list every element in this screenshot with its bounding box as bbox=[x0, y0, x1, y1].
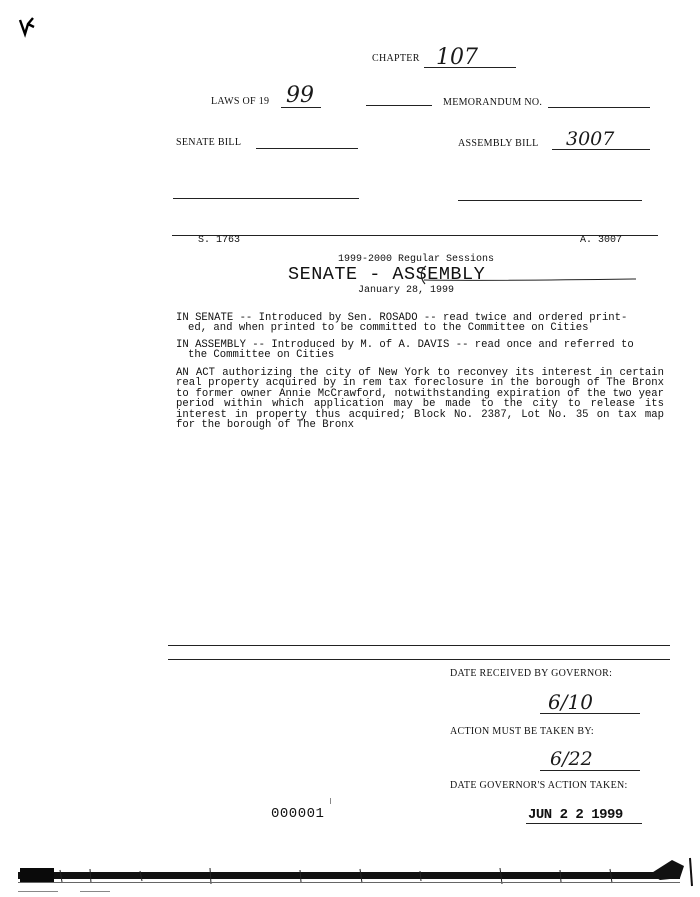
senate-bill-line bbox=[256, 148, 358, 149]
action-taken-label: DATE GOVERNOR'S ACTION TAKEN: bbox=[450, 780, 628, 791]
lower-rule-2 bbox=[168, 659, 670, 660]
senate-bill-label: SENATE BILL bbox=[176, 137, 242, 148]
scan-speck bbox=[330, 798, 331, 804]
date-received-value: 6/10 bbox=[548, 690, 593, 714]
action-by-line bbox=[540, 770, 640, 771]
bill-date: January 28, 1999 bbox=[358, 285, 455, 296]
blank-line-right bbox=[458, 200, 642, 201]
title-strike-mark-icon bbox=[414, 264, 644, 286]
assembly-introduction bbox=[176, 340, 664, 361]
assembly-number: A. 3007 bbox=[580, 235, 623, 246]
action-by-label: ACTION MUST BE TAKEN BY: bbox=[450, 726, 595, 737]
chapter-label: CHAPTER bbox=[372, 53, 420, 64]
date-received-label: DATE RECEIVED BY GOVERNOR: bbox=[450, 668, 613, 679]
corner-ink-mark-icon bbox=[16, 14, 38, 40]
senate-number: S. 1763 bbox=[198, 235, 241, 246]
assembly-bill-number: 3007 bbox=[566, 128, 615, 150]
act-description: AN ACT authorizing the city of New York to reconvey its interest in certain real property acquired by in rem tax foreclosure in the borough of The Bronx to former owner Annie McCrawford, notwithstanding expiration of the two year period within which application may be made to the city to release its interest in property thus acquired; Block No. 2387, Lot No. 35 on tax map for the borough of The Bronx bbox=[176, 367, 664, 432]
memo-prefix-line bbox=[366, 105, 432, 106]
memorandum-label: MEMORANDUM NO. bbox=[443, 97, 543, 108]
blank-line-left bbox=[173, 198, 359, 199]
page-number: 000001 bbox=[271, 806, 325, 822]
senate-introduction bbox=[176, 313, 664, 334]
laws-label: LAWS OF 19 bbox=[211, 96, 270, 107]
action-taken-line bbox=[526, 823, 642, 824]
laws-year: 99 bbox=[286, 83, 314, 108]
senate-intro-line-1: IN SENATE -- Introduced by Sen. ROSADO -- read twice and ordered print- bbox=[176, 312, 628, 324]
senate-intro-line-2: ed, and when printed to be committed to the Committee on Cities bbox=[188, 322, 589, 335]
assembly-intro-line-2: the Committee on Cities bbox=[188, 349, 335, 362]
chamber-title: SENATE - ASSEMBLY bbox=[288, 264, 486, 285]
memorandum-line bbox=[548, 107, 650, 108]
session-text: 1999-2000 Regular Sessions bbox=[338, 254, 495, 265]
assembly-bill-label: ASSEMBLY BILL bbox=[458, 138, 539, 149]
lower-rule-1 bbox=[168, 645, 670, 646]
action-by-value: 6/22 bbox=[550, 748, 593, 770]
chapter-number: 107 bbox=[436, 45, 478, 70]
assembly-intro-line-1: IN ASSEMBLY -- Introduced by M. of A. DAVIS -- read once and referred to bbox=[176, 339, 634, 351]
scan-edge-band bbox=[0, 856, 700, 897]
action-taken-stamp: JUN 2 2 1999 bbox=[528, 807, 623, 823]
